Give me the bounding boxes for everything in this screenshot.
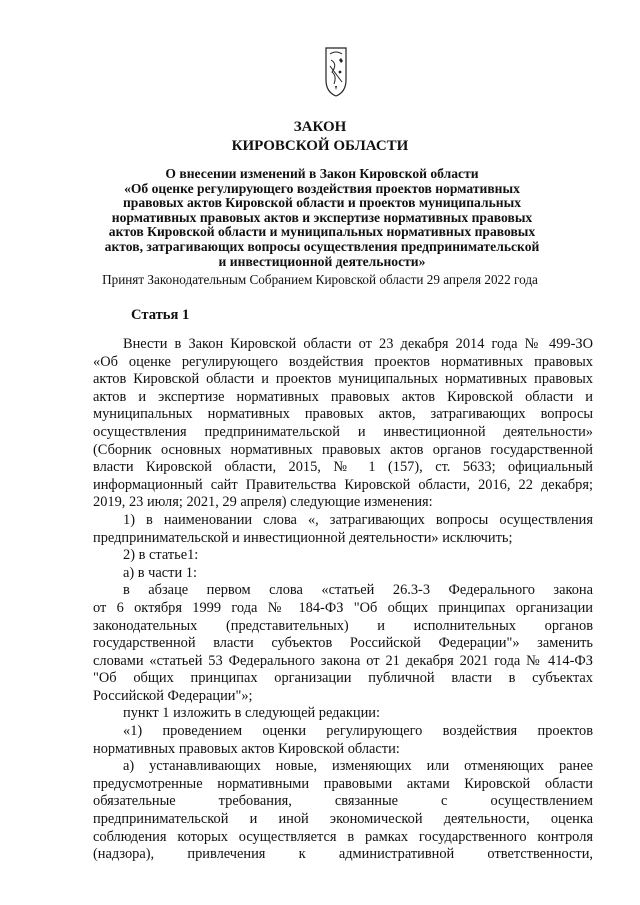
- body-line: 2019, 23 июля; 2021, 29 апреля) следующие изменения:: [93, 494, 433, 511]
- body-line: соблюдения которых осуществляется в рамках государственного контроля: [93, 828, 593, 845]
- subject-line: и инвестиционной деятельности»: [218, 253, 426, 269]
- body-line: «Об оценке регулирующего воздействия проектов нормативных правовых: [93, 353, 593, 370]
- body-line: власти Кировской области, 2015, № 1 (157), ст. 5633; официальный: [93, 459, 593, 476]
- body-line: предусмотренные нормативными правовыми актами Кировской области: [93, 775, 593, 792]
- law-title: ЗАКОН: [293, 119, 347, 135]
- body-line: 2) в статье1:: [123, 547, 199, 564]
- subject-line: «Об оценке регулирующего воздействия проектов нормативных: [124, 180, 520, 196]
- body-line: предпринимательской и иной экономической деятельности, оценка: [93, 811, 593, 828]
- body-line: информационный сайт Правительства Кировской области, 2016, 22 декабря;: [93, 476, 593, 493]
- body-line: Внести в Закон Кировской области от 23 декабря 2014 года № 499-ЗО: [123, 336, 593, 352]
- body-line: (надзора), привлечения к административной ответственности,: [93, 846, 593, 863]
- body-line: предпринимательской и инвестиционной деятельности» исключить;: [93, 529, 513, 546]
- body-line: муниципальных нормативных правовых актов, затрагивающих вопросы: [93, 406, 593, 423]
- kirov-coat-of-arms-icon: [324, 46, 348, 98]
- body-line: а) в части 1:: [123, 564, 197, 581]
- body-line: Российской Федерации"»;: [93, 687, 253, 704]
- body-line: а) устанавливающих новые, изменяющих или отменяющих ранее: [123, 758, 593, 775]
- body-line: пункт 1 изложить в следующей редакции:: [123, 705, 380, 722]
- body-line: «1) проведением оценки регулирующего воздействия проектов: [123, 723, 593, 740]
- adoption-note: Принят Законодательным Собранием Кировской области 29 апреля 2022 года: [102, 272, 538, 287]
- body-line: актов и экспертизе нормативных правовых актов Кировской области и: [93, 388, 593, 405]
- body-line: "Об общих принципах организации публичной власти в субъектах: [93, 670, 593, 687]
- article-body: [93, 336, 593, 864]
- subject-line: правовых актов Кировской области и проектов муниципальных: [122, 195, 522, 211]
- subject-line: актов, затрагивающих вопросы осуществления предпринимательской: [104, 238, 540, 254]
- subject-line: актов Кировской области и муниципальных нормативных правовых: [108, 224, 536, 240]
- body-line: осуществления предпринимательской и инвестиционной деятельности»: [93, 423, 593, 440]
- body-line: обязательные требования, связанные с осуществлением: [93, 793, 593, 810]
- body-line: нормативных правовых актов Кировской области:: [93, 740, 400, 757]
- law-region-title: КИРОВСКОЙ ОБЛАСТИ: [231, 138, 409, 154]
- body-line: словами «статьей 53 Федерального закона от 21 декабря 2021 года № 414-ФЗ: [93, 652, 593, 669]
- body-line: законодательных (представительных) и исполнительных органов: [93, 617, 593, 634]
- law-subject: [92, 167, 552, 269]
- body-line: (Сборник основных нормативных правовых актов органов государственной: [93, 441, 593, 458]
- body-line: государственной власти субъектов Российской Федерации"» заменить: [93, 635, 593, 652]
- subject-line: нормативных правовых актов и экспертизе нормативных правовых: [111, 209, 533, 225]
- body-line: в абзаце первом слова «статьей 26.3-3 Федерального закона: [123, 582, 593, 599]
- subject-line: О внесении изменений в Закон Кировской области: [165, 166, 479, 181]
- body-line: 1) в наименовании слова «, затрагивающих вопросы осуществления: [123, 511, 593, 528]
- body-line: актов Кировской области и проектов муниципальных нормативных правовых: [93, 371, 593, 388]
- article-heading: Статья 1: [131, 307, 190, 323]
- body-line: от 6 октября 1999 года № 184-ФЗ "Об общих принципах организации: [93, 599, 593, 616]
